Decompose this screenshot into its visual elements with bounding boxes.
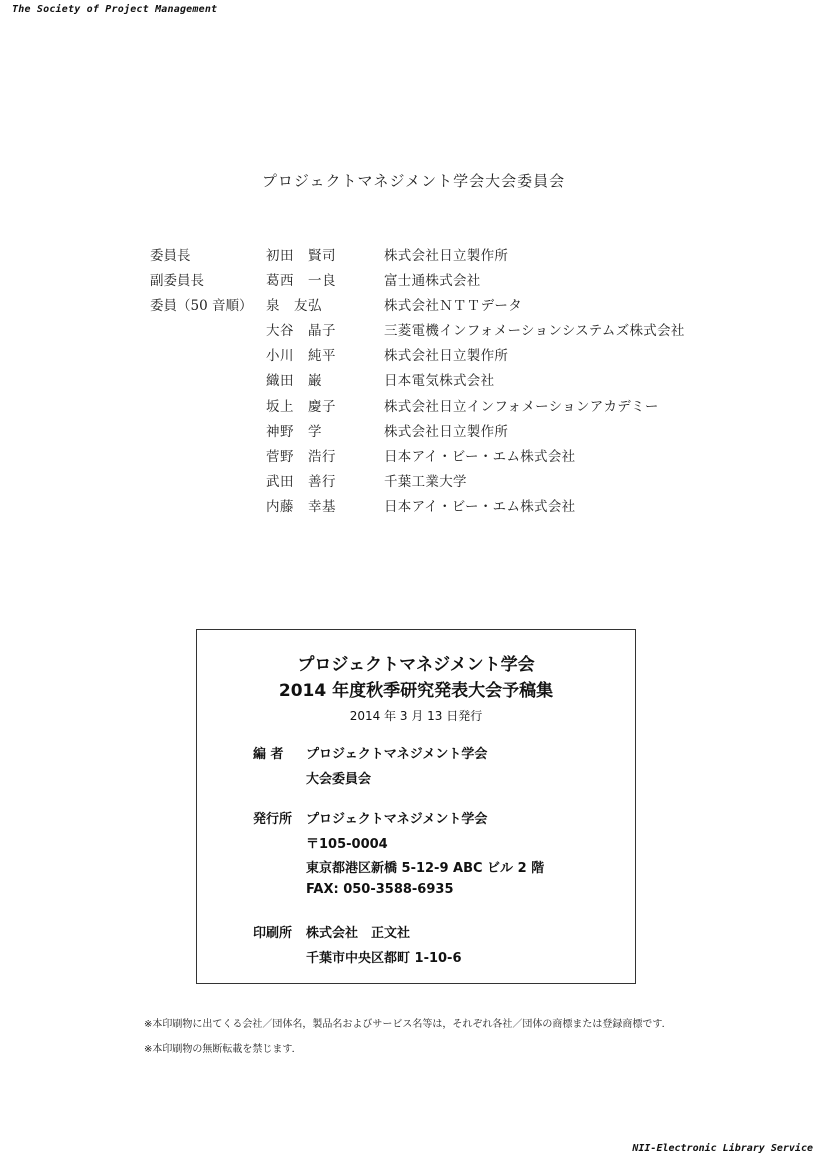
member-name: 泉 友弘 <box>266 298 322 315</box>
member-name: 神野 学 <box>266 423 322 440</box>
member-affiliation: 株式会社日立インフォメーションアカデミー <box>384 398 659 415</box>
editor-label: 編 者 <box>253 747 284 762</box>
member-name: 大谷 晶子 <box>266 323 336 340</box>
member-role: 委員（50 音順） <box>150 298 253 315</box>
publisher-label: 発行所 <box>253 812 293 827</box>
publisher-line: 東京都港区新橋 5-12-9 ABC ビル 2 階 <box>306 861 545 876</box>
reproduction-note: ※本印刷物の無断転載を禁じます． <box>144 1044 302 1055</box>
member-affiliation: 千葉工業大学 <box>384 473 467 490</box>
editor-line: 大会委員会 <box>306 772 372 787</box>
member-affiliation: 日本アイ・ビー・エム株式会社 <box>384 498 576 515</box>
member-affiliation: 株式会社日立製作所 <box>384 248 509 264</box>
member-role: 委員長 <box>150 248 191 264</box>
member-name: 武田 善行 <box>266 473 336 490</box>
member-affiliation: 日本電気株式会社 <box>384 373 495 390</box>
issue-date: 2014 年 3 月 13 日発行 <box>349 709 483 723</box>
member-name: 織田 巌 <box>266 373 322 390</box>
printer-label: 印刷所 <box>253 926 293 941</box>
publisher-line: 〒105-0004 <box>306 837 388 852</box>
member-name: 葛西 一良 <box>266 273 336 290</box>
trademark-note: ※本印刷物に出てくる会社／団体名，製品名およびサービス名等は，それぞれ各社／団体の商標または登録商標です． <box>144 1019 672 1030</box>
member-name: 菅野 浩行 <box>266 448 336 465</box>
member-affiliation: 株式会社日立製作所 <box>384 348 509 365</box>
proceedings-society-title: プロジェクトマネジメント学会 <box>297 655 535 675</box>
member-affiliation: 株式会社ＮＴＴデータ <box>384 298 522 315</box>
printer-line: 千葉市中央区都町 1-10-6 <box>306 951 462 966</box>
publisher-line: FAX: 050-3588-6935 <box>306 882 454 897</box>
member-name: 初田 賢司 <box>266 248 336 264</box>
member-affiliation: 株式会社日立製作所 <box>384 423 509 440</box>
publisher-line: プロジェクトマネジメント学会 <box>306 812 488 827</box>
member-name: 坂上 慶子 <box>266 398 336 415</box>
society-header: The Society of Project Management <box>12 4 218 15</box>
member-name: 小川 純平 <box>266 348 336 365</box>
member-affiliation: 日本アイ・ビー・エム株式会社 <box>384 448 576 465</box>
colophon-box <box>196 629 636 984</box>
member-role: 副委員長 <box>150 273 204 290</box>
library-service-footer: NII-Electronic Library Service <box>632 1143 813 1154</box>
committee-title: プロジェクトマネジメント学会大会委員会 <box>261 172 566 190</box>
member-affiliation: 三菱電機インフォメーションシステムズ株式会社 <box>384 323 685 340</box>
printer-line: 株式会社 正文社 <box>306 926 411 941</box>
editor-line: プロジェクトマネジメント学会 <box>306 747 488 762</box>
member-affiliation: 富士通株式会社 <box>384 273 481 290</box>
member-name: 内藤 幸基 <box>266 498 336 515</box>
proceedings-title: 2014 年度秋季研究発表大会予稿集 <box>278 681 554 701</box>
